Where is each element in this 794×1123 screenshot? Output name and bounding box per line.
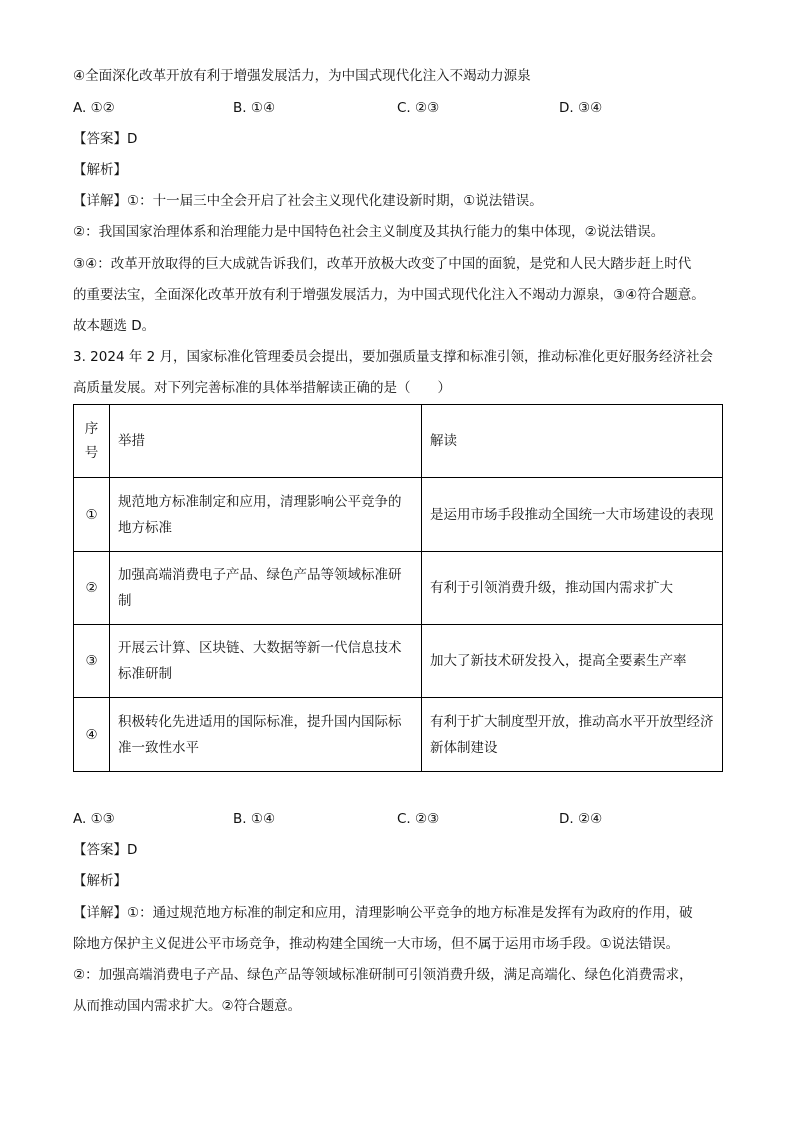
q3-analysis-title: 【解析】 [73, 873, 127, 889]
row-number: ④ [74, 698, 110, 772]
q2-analysis-title: 【解析】 [73, 162, 127, 178]
table-row [74, 625, 723, 698]
q2-detail-line: ③④：改革开放取得的巨大成就告诉我们，改革开放极大改变了中国的面貌，是党和人民大踏步赶上时代 [73, 256, 692, 272]
header-measure: 举措 [110, 405, 422, 478]
q3-detail-line: 从而推动国内需求扩大。②符合题意。 [73, 998, 302, 1014]
table-row [74, 698, 723, 772]
row-number: ③ [74, 625, 110, 698]
q3-detail-line: 除地方保护主义促进公平市场竞争，推动构建全国统一大市场，但不属于运用市场手段。①说法错误。 [73, 936, 680, 952]
statement-4: ④全面深化改革开放有利于增强发展活力，为中国式现代化注入不竭动力源泉 [73, 68, 531, 84]
row-measure: 开展云计算、区块链、大数据等新一代信息技术标准研制 [110, 625, 422, 698]
row-reading: 加大了新技术研发投入，提高全要素生产率 [422, 625, 723, 698]
option-b: B. ①④ [233, 100, 276, 116]
option-a: A. ①② [73, 100, 115, 116]
q2-detail-line: 【详解】①：十一届三中全会开启了社会主义现代化建设新时期，①说法错误。 [73, 193, 543, 209]
option-c: C. ②③ [397, 100, 440, 116]
row-reading: 有利于扩大制度型开放，推动高水平开放型经济新体制建设 [422, 698, 723, 772]
option-d: D. ②④ [559, 811, 603, 827]
header-number-char: 号 [84, 445, 99, 461]
row-number: ② [74, 552, 110, 625]
q3-detail-line: ②：加强高端消费电子产品、绿色产品等领域标准研制可引领消费升级，满足高端化、绿色化消费需求， [73, 967, 693, 983]
q3-answer: 【答案】D [73, 842, 138, 858]
option-c: C. ②③ [397, 811, 440, 827]
row-measure: 加强高端消费电子产品、绿色产品等领域标准研制 [110, 552, 422, 625]
q2-options [73, 98, 733, 118]
q2-answer: 【答案】D [73, 131, 138, 147]
q3-stem-line: 高质量发展。对下列完善标准的具体举措解读正确的是（ ） [73, 380, 451, 396]
row-reading: 有利于引领消费升级，推动国内需求扩大 [422, 552, 723, 625]
header-number [74, 405, 110, 478]
q2-detail-line: 故本题选 D。 [73, 318, 156, 334]
row-measure: 积极转化先进适用的国际标准，提升国内国际标准一致性水平 [110, 698, 422, 772]
table-header-row [74, 405, 723, 478]
q3-options [73, 809, 733, 829]
header-reading: 解读 [422, 405, 723, 478]
table-row [74, 552, 723, 625]
row-number: ① [74, 478, 110, 552]
row-reading: 是运用市场手段推动全国统一大市场建设的表现 [422, 478, 723, 552]
header-number-char: 序 [84, 421, 99, 437]
measures-table [73, 404, 723, 772]
row-measure: 规范地方标准制定和应用，清理影响公平竞争的地方标准 [110, 478, 422, 552]
option-b: B. ①④ [233, 811, 276, 827]
q3-detail-line: 【详解】①：通过规范地方标准的制定和应用，清理影响公平竞争的地方标准是发挥有为政府的作用，破 [73, 905, 693, 921]
q2-detail-line: 的重要法宝，全面深化改革开放有利于增强发展活力，为中国式现代化注入不竭动力源泉，③④符合题意。 [73, 287, 705, 303]
q3-stem-line: 3. 2024 年 2 月，国家标准化管理委员会提出，要加强质量支撑和标准引领，推动标准化更好服务经济社会 [73, 349, 713, 365]
option-a: A. ①③ [73, 811, 115, 827]
option-d: D. ③④ [559, 100, 603, 116]
table-row [74, 478, 723, 552]
q2-detail-line: ②：我国国家治理体系和治理能力是中国特色社会主义制度及其执行能力的集中体现，②说法错误。 [73, 224, 665, 240]
